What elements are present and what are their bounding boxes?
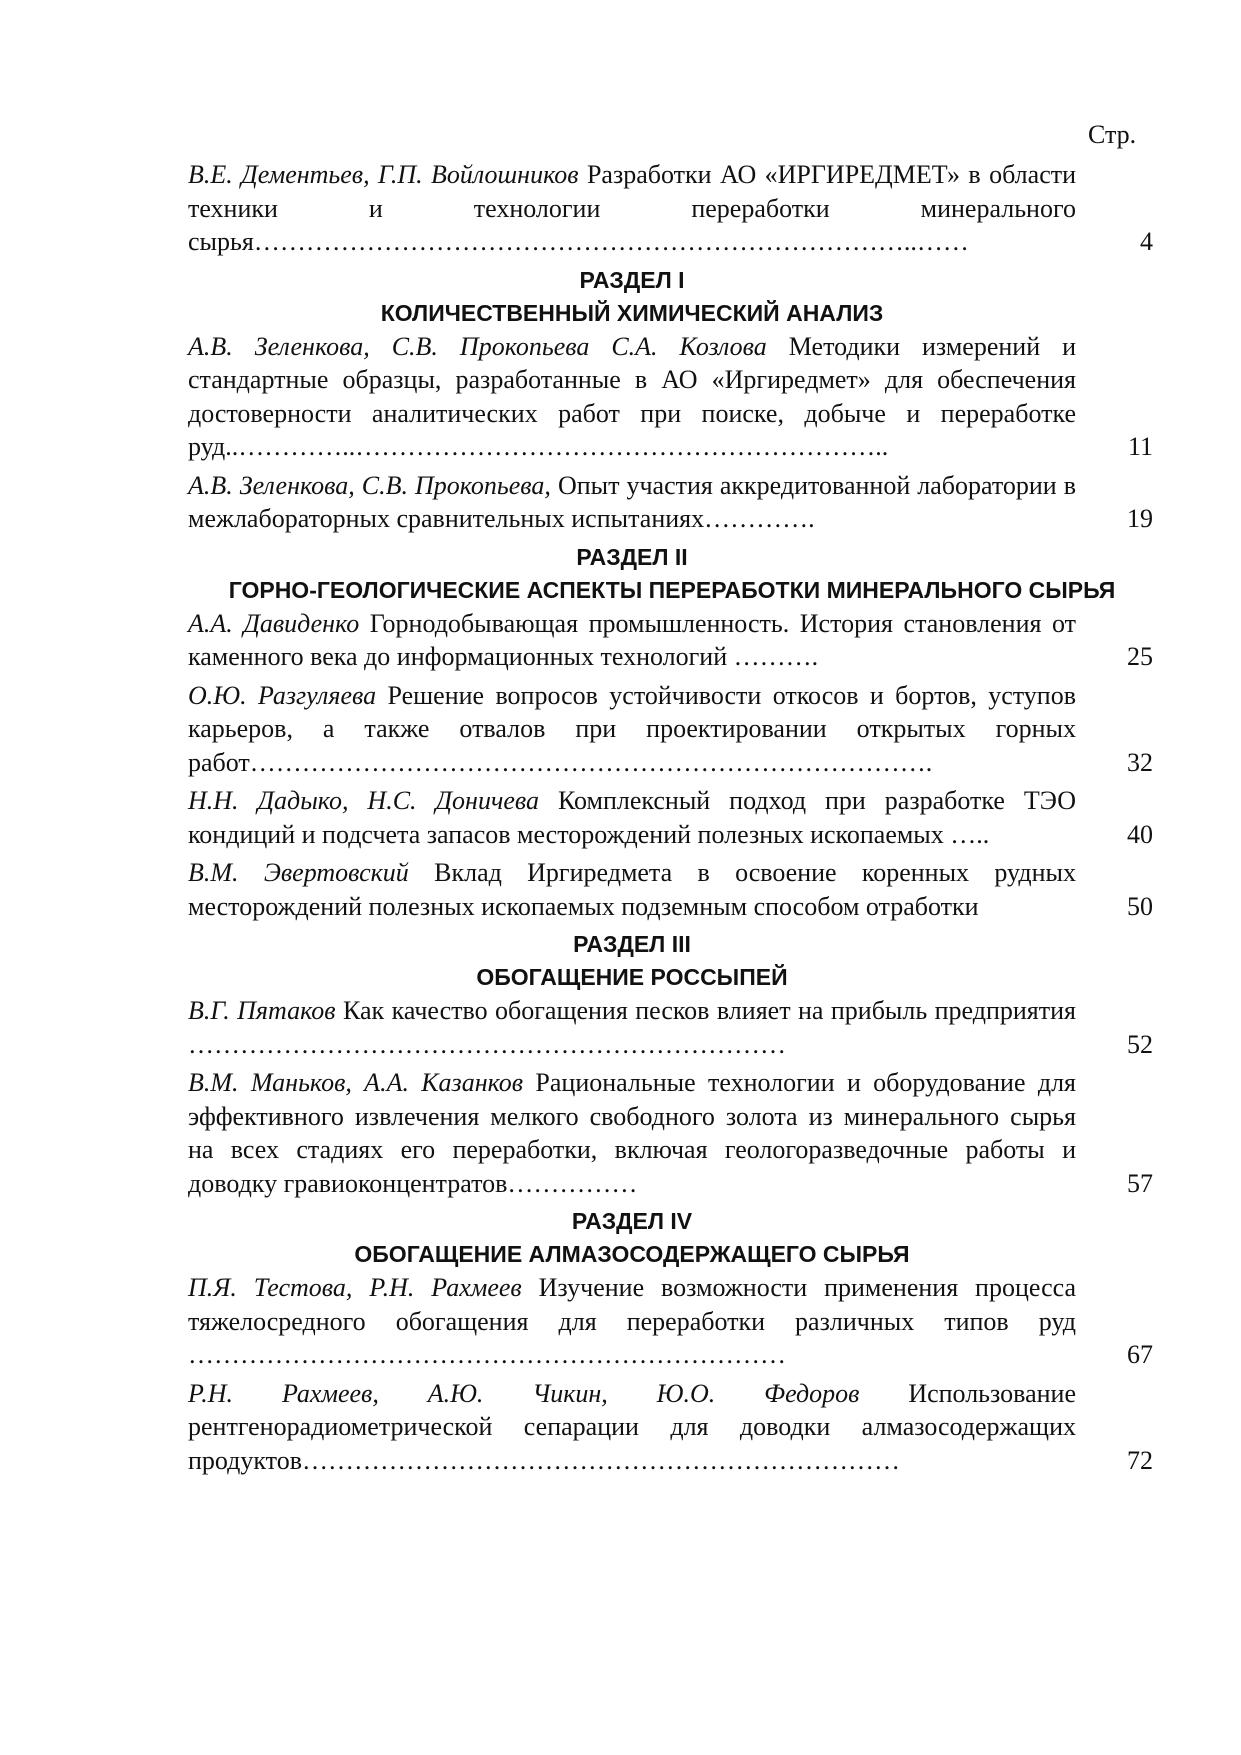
table-of-contents — [188, 158, 1153, 1482]
entry-text — [188, 1271, 1076, 1372]
entry-authors: В.Г. Пятаков — [188, 996, 336, 1025]
entry-text — [188, 330, 1076, 464]
dot-leader: …………. — [704, 504, 815, 533]
dot-leader: …………………………………………………………………..…… — [253, 227, 969, 256]
entry-text — [188, 856, 1076, 923]
entry-page-number: 4 — [1140, 227, 1153, 256]
page-column-label: Стр. — [1088, 120, 1137, 149]
entry-page-number: 19 — [1127, 504, 1153, 533]
dot-leader: ………. — [727, 642, 819, 671]
entry-page-number: 57 — [1127, 1168, 1153, 1198]
toc-entry[interactable] — [188, 994, 1153, 1061]
toc-entry[interactable] — [188, 330, 1153, 464]
entry-text — [188, 1377, 1076, 1478]
entry-text — [188, 158, 1076, 259]
dot-leader: ……………………………………………………………………. — [249, 747, 933, 777]
section-heading: РАЗДЕЛ III — [573, 931, 691, 957]
entry-text — [188, 994, 1076, 1061]
entry-title: Вклад Иргиредмета в освоение коренных рудных месторождений полезных ископаемых подземным способом отработки — [188, 858, 1076, 921]
entry-title: Рациональные технологии и оборудование для эффективного извлечения мелкого свободного золота из минерального сырья на всех стадиях его переработки, включая геологоразведочные работы и доводку гравиоконцентратов — [188, 1068, 1076, 1198]
entry-text — [188, 469, 1076, 536]
entry-title: Решение вопросов устойчивости откосов и бортов, уступов карьеров, а также отвалов при проектировании открытых горных работ — [188, 680, 1076, 777]
section-title: ОБОГАЩЕНИЕ АЛМАЗОСОДЕРЖАЩЕГО СЫРЬЯ — [354, 1241, 910, 1267]
entry-title: Горнодобывающая промышленность. История становления от каменного века до информационных технологий — [188, 608, 1077, 671]
entry-page-number: 25 — [1127, 642, 1153, 671]
section-title: ГОРНО-ГЕОЛОГИЧЕСКИЕ АСПЕКТЫ ПЕРЕРАБОТКИ МИНЕРАЛЬНОГО СЫРЬЯ — [228, 576, 1116, 603]
entry-authors: В.Е. Дементьев, Г.П. Войлошников — [188, 160, 579, 189]
section-title: КОЛИЧЕСТВЕННЫЙ ХИМИЧЕСКИЙ АНАЛИЗ — [380, 299, 884, 326]
toc-entry[interactable] — [188, 1377, 1153, 1478]
toc-entry[interactable] — [188, 856, 1153, 923]
entry-text — [188, 1066, 1076, 1200]
entry-title: Опыт участия аккредитованной лаборатории в межлабораторных сравнительных испытаниях — [188, 470, 1077, 533]
entry-authors: В.М. Маньков, А.А. Казанков — [188, 1068, 524, 1097]
entry-text — [188, 679, 1076, 780]
toc-entry[interactable] — [188, 679, 1153, 780]
toc-entry[interactable] — [188, 1066, 1153, 1200]
dot-leader: ….. — [943, 819, 990, 849]
dot-leader: …………………………………………………………… — [301, 1445, 900, 1475]
dot-leader: …………………………………………………………… — [188, 1340, 786, 1369]
entry-text — [188, 784, 1076, 851]
entry-title: Разработки АО «ИРГИРЕДМЕТ» в области техники и технологии переработки минерального сырья — [188, 160, 1077, 256]
entry-authors: Н.Н. Дадыко, Н.С. Доничева — [188, 786, 539, 815]
entry-title: Методики измерений и стандартные образцы, разработанные в АО «Иргиредмет» для обеспечения достоверности аналитических работ при поиске, добыче и переработке руд — [188, 331, 1077, 461]
entry-page-number: 11 — [1127, 432, 1153, 461]
entry-authors: А.А. Давиденко — [188, 608, 360, 638]
section-heading: РАЗДЕЛ IV — [571, 1208, 693, 1234]
toc-entry[interactable] — [188, 607, 1153, 674]
toc-entry[interactable] — [188, 784, 1153, 851]
entry-page-number: 67 — [1127, 1340, 1153, 1369]
entry-page-number: 32 — [1127, 747, 1153, 777]
entry-authors: О.Ю. Разгуляева — [188, 680, 377, 710]
dot-leader: ..…………..…………………………………………………….. — [225, 432, 889, 461]
entry-authors: П.Я. Тестова, Р.Н. Рахмеев — [188, 1273, 522, 1302]
entry-title: Изучение возможности применения процесса тяжелосредного обогащения для переработки различных типов руд — [188, 1273, 1077, 1336]
entry-authors: В.М. Эвертовский — [188, 858, 409, 887]
section-heading: РАЗДЕЛ II — [576, 543, 688, 570]
entry-title: Как качество обогащения песков влияет на прибыль предприятия — [343, 996, 1077, 1025]
entry-authors: А.В. Зеленкова, С.В. Прокопьева С.А. Козлова — [188, 331, 767, 361]
toc-entry[interactable] — [188, 1271, 1153, 1372]
entry-page-number: 50 — [1127, 891, 1153, 921]
toc-entry[interactable] — [188, 158, 1153, 259]
entry-page-number: 40 — [1127, 819, 1153, 849]
entry-authors: А.В. Зеленкова, С.В. Прокопьева, — [188, 470, 551, 500]
dot-leader: …………… — [507, 1168, 638, 1198]
entry-page-number: 72 — [1127, 1445, 1153, 1475]
section-title: ОБОГАЩЕНИЕ РОССЫПЕЙ — [476, 964, 788, 990]
entry-title: Комплексный подход при разработке ТЭО кондиций и подсчета запасов месторождений полезных ископаемых — [188, 786, 1076, 849]
entry-page-number: 52 — [1127, 1029, 1153, 1059]
entry-authors: Р.Н. Рахмеев, А.Ю. Чикин, Ю.О. Федоров — [188, 1378, 860, 1408]
entry-text — [188, 607, 1076, 674]
section-heading: РАЗДЕЛ I — [579, 266, 685, 293]
toc-entry[interactable] — [188, 469, 1153, 536]
dot-leader: …………………………………………………………… — [188, 1029, 786, 1059]
entry-title: Использование рентгенорадиометрической сепарации для доводки алмазосодержащих продуктов — [188, 1378, 1076, 1475]
